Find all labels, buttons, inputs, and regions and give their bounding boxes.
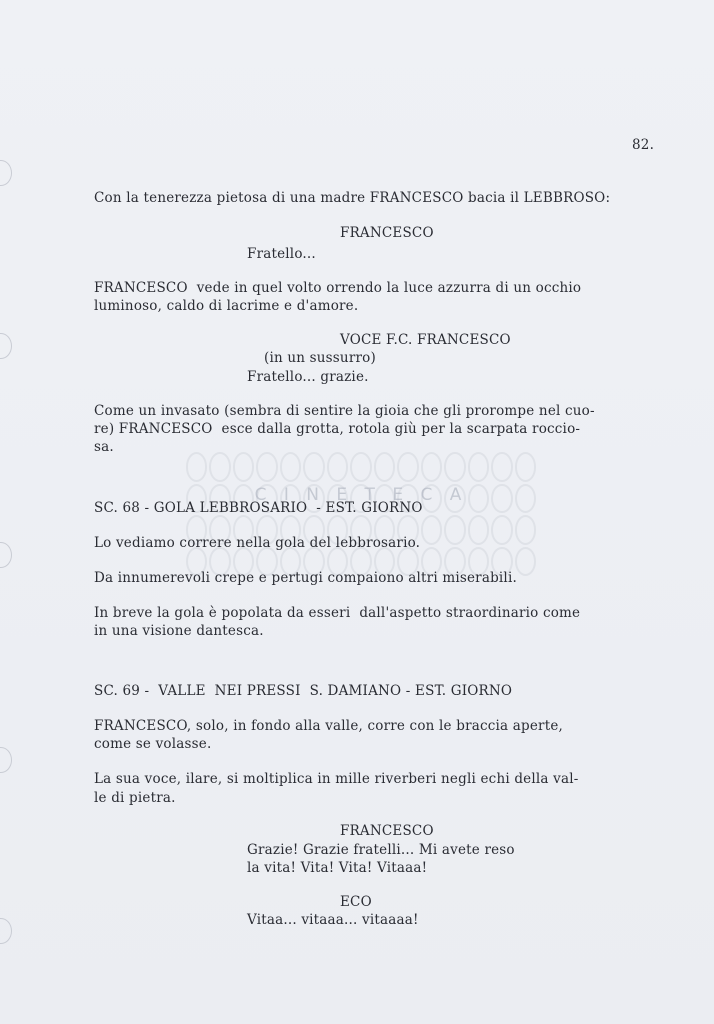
action-line: luminoso, caldo di lacrime e d'amore. [94, 298, 359, 314]
watermark-text: C I N E T E C A [254, 485, 468, 505]
action-line: Come un invasato (sembra di sentire la gioia che gli prorompe nel cuo- [94, 403, 595, 419]
parenthetical: (in un sussurro) [264, 350, 376, 366]
action-line: le di pietra. [94, 790, 176, 806]
action-line: Con la tenerezza pietosa di una madre FRANCESCO bacia il LEBBROSO: [94, 190, 611, 206]
action-line: FRANCESCO vede in quel volto orrendo la luce azzurra di un occhio [94, 280, 582, 296]
action-line: come se volasse. [94, 736, 212, 752]
dialogue-line: Grazie! Grazie fratelli... Mi avete reso [247, 842, 515, 858]
dialogue-line: Fratello... grazie. [247, 369, 369, 385]
character-name: ECO [340, 894, 372, 910]
action-line: re) FRANCESCO esce dalla grotta, rotola giù per la scarpata roccio- [94, 421, 581, 437]
scene-heading: SC. 69 - VALLE NEI PRESSI S. DAMIANO - EST. GIORNO [94, 683, 513, 699]
character-name: VOCE F.C. FRANCESCO [340, 332, 511, 348]
action-line: in una visione dantesca. [94, 623, 264, 639]
binder-hole [0, 747, 12, 773]
dialogue-line: la vita! Vita! Vita! Vitaaa! [247, 860, 428, 876]
binder-hole [0, 542, 12, 568]
binder-hole [0, 918, 12, 944]
action-line: La sua voce, ilare, si moltiplica in mille riverberi negli echi della val- [94, 771, 579, 787]
character-name: FRANCESCO [340, 225, 434, 241]
page-number: 82. [632, 137, 655, 153]
dialogue-line: Vitaa... vitaaa... vitaaaa! [247, 912, 419, 928]
scene-heading: SC. 68 - GOLA LEBBROSARIO - EST. GIORNO [94, 500, 423, 516]
action-line: sa. [94, 439, 114, 455]
binder-hole [0, 160, 12, 186]
character-name: FRANCESCO [340, 823, 434, 839]
binder-hole [0, 333, 12, 359]
dialogue-line: Fratello... [247, 246, 316, 262]
action-line: Lo vediamo correre nella gola del lebbrosario. [94, 535, 421, 551]
action-line: Da innumerevoli crepe e pertugi compaiono altri miserabili. [94, 570, 517, 586]
action-line: In breve la gola è popolata da esseri dall'aspetto straordinario come [94, 605, 581, 621]
action-line: FRANCESCO, solo, in fondo alla valle, corre con le braccia aperte, [94, 718, 563, 734]
